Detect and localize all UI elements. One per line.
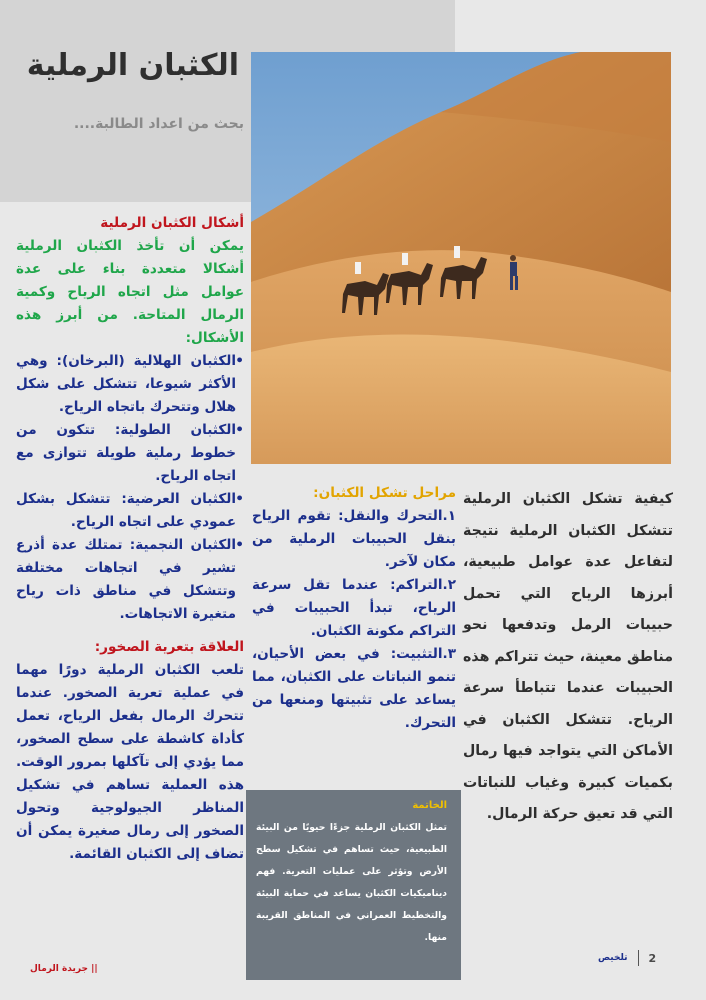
- erosion-heading: العلاقة بتعرية الصخور:: [94, 639, 244, 655]
- middle-column: [252, 482, 456, 735]
- list-item: ١.التحرك والنقل: تقوم الرياح بنقل الحبيبات الرملية من مكان لآخر.: [252, 508, 456, 570]
- desert-photo: [251, 52, 671, 464]
- summary-label: تلخيص: [598, 953, 628, 963]
- camel-caravan-image: [251, 52, 671, 464]
- page-number: 2: [648, 951, 657, 965]
- stages-list: [252, 505, 456, 735]
- page-subtitle: بحث من اعداد الطالبة....: [73, 116, 244, 132]
- conclusion-text: تمثل الكثبان الرملية جزءًا حيويًا من البيئة الطبيعية، حيث تساهم في تشكيل سطح الأرض وتؤثر على عمليات التعرية. فهم ديناميكيات الكثبان يساعد في حماية البيئة والتخطيط العمراني في المناطق القريبة منها.: [256, 822, 447, 943]
- page-footer: [598, 950, 656, 966]
- conclusion-title: الخاتمة: [412, 800, 447, 811]
- conclusion-box: [246, 790, 461, 980]
- list-item: • الكثبان العرضية: تتشكل بشكل عمودي على اتجاه الرياح.: [16, 488, 244, 534]
- page-title: الكثبان الرملية: [26, 48, 239, 83]
- stages-heading: مراحل تشكل الكثبان:: [313, 485, 456, 501]
- publication-name: || جريدة الرمال: [30, 964, 98, 974]
- erosion-text: تلعب الكثبان الرملية دورًا مهما في عملية تعرية الصخور. عندما تتحرك الرمال بفعل الرياح، تعمل كأداة كاشطة على سطح الصخور، مما يؤدي إلى تآكلها بمرور الوقت. هذه العملية تساهم في تشكيل المناظر الجيولوجية وتحول الصخور إلى رمال صغيرة يمكن أن تضاف إلى الكثبان القائمة.: [16, 662, 244, 862]
- shapes-list: [16, 350, 244, 626]
- list-item: • الكثبان النجمية: تمتلك عدة أذرع تشير في اتجاهات مختلفة وتتشكل في مناطق ذات رياح متغيرة الاتجاهات.: [16, 534, 244, 626]
- list-item: ٣.التثبيت: في بعض الأحيان، تنمو النباتات على الكثبان، مما يساعد على تثبيتها ومنعها من التحرك.: [252, 646, 456, 731]
- list-item: • الكثبان الطولية: تتكون من خطوط رملية طويلة تتوازى مع اتجاه الرياح.: [16, 419, 244, 488]
- list-item: • الكثبان الهلالية (البرخان): وهي الأكثر شيوعا، تتشكل على شكل هلال وتتحرك باتجاه الرياح.: [16, 350, 244, 419]
- left-column: [16, 212, 244, 866]
- footer-divider: [638, 950, 639, 966]
- right-column: كيفية تشكل الكثبان الرملية تتشكل الكثبان الرملية نتيجة لتفاعل عدة عوامل طبيعية، أبرزها الرياح التي تحمل حبيبات الرمل وتدفعها نحو مناطق معينة، حيث تتراكم هذه الحبيبات عندما تتباطأ سرعة الرياح. تتشكل الكثبان في الأماكن التي يتواجد فيها رمال بكميات كبيرة وغياب للنباتات التي قد تعيق حركة الرمال.: [463, 491, 673, 822]
- shapes-heading: أشكال الكثبان الرملية: [100, 215, 244, 231]
- shapes-intro: يمكن أن تأخذ الكثبان الرملية أشكالا متعددة بناء على عدة عوامل مثل اتجاه الرياح وكمية الرمال المتاحة. من أبرز هذه الأشكال:: [16, 238, 244, 346]
- list-item: ٢.التراكم: عندما تقل سرعة الرياح، تبدأ الحبيبات في التراكم مكونة الكثبان.: [252, 577, 456, 639]
